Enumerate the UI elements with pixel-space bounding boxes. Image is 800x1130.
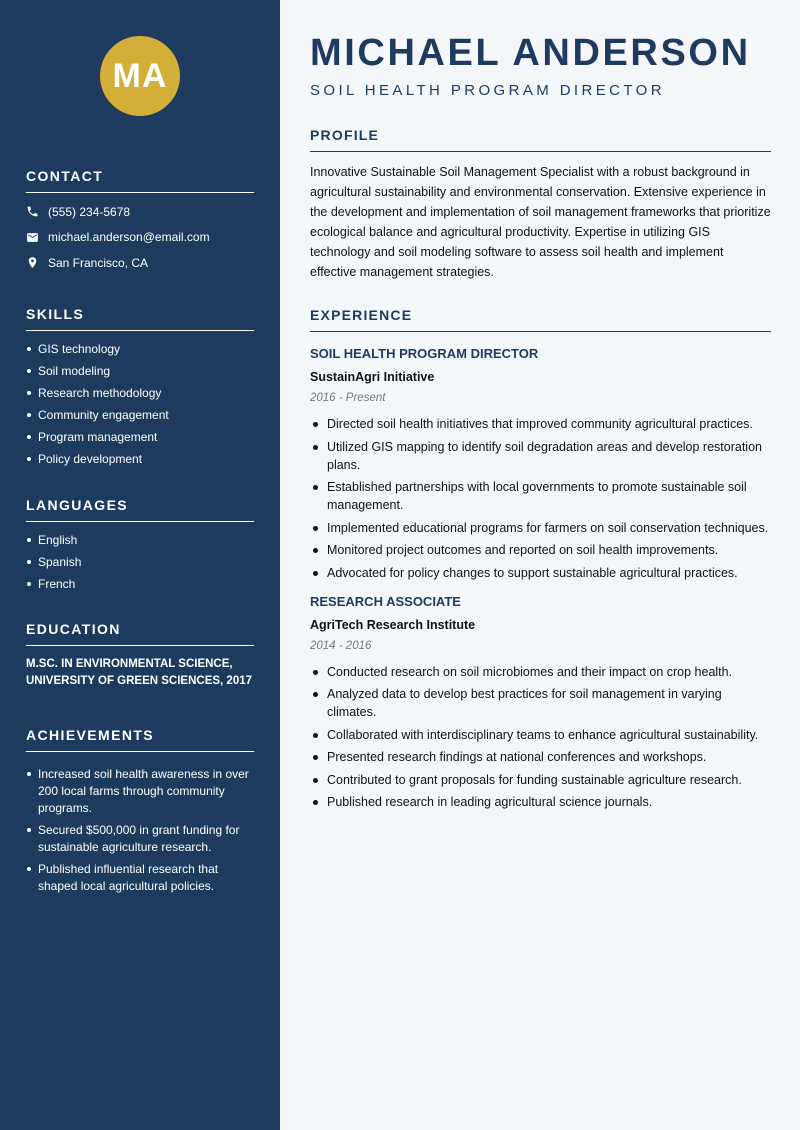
profile-text: Innovative Sustainable Soil Management Specialist with a robust background in agricultural sustainability and environmental conservation. Extensive experience in the development and implementation of soil management frameworks that prioritize ecological balance and agricultural productivity. Expertise in utilizing GIS technology and soil modeling software to assess soil health and implement effective management strategies. [310,165,771,279]
job-title: RESEARCH ASSOCIATE [310,593,461,609]
education-line-1: M.SC. IN ENVIRONMENTAL SCIENCE, [26,658,233,671]
duty-item: Advocated for policy changes to support sustainable agricultural practices. [310,564,771,582]
skill-item: Community engagement [26,407,254,429]
education-degree [26,656,254,690]
email-icon [26,231,39,244]
skill-item: Research methodology [26,385,254,407]
language-item: French [26,576,254,598]
candidate-name: MICHAEL ANDERSON [310,32,751,74]
experience-section [310,307,771,811]
achievements-list [26,766,254,895]
language-item: English [26,532,254,554]
duty-item: Directed soil health initiatives that improved community agricultural practices. [310,415,771,433]
contact-phone [26,199,254,225]
achievement-item: Secured $500,000 in grant funding for sustainable agriculture research. [26,822,254,856]
job-duties [310,415,771,582]
skill-item: Policy development [26,451,254,473]
achievement-item: Increased soil health awareness in over 200 local farms through community programs. [26,766,254,817]
job-dates: 2014 - 2016 [310,639,372,652]
contact-email [26,225,254,251]
contact-section [26,168,254,276]
skill-item: Soil modeling [26,363,254,385]
job-company: SustainAgri Initiative [310,370,435,384]
skill-item: GIS technology [26,341,254,363]
job-duties [310,663,771,812]
job-entry [310,346,771,582]
skills-heading: SKILLS [26,306,254,331]
contact-list [26,199,254,276]
job-entry [310,594,771,812]
email-text: michael.anderson@email.com [48,230,210,245]
job-company: AgriTech Research Institute [310,617,476,632]
main-content [280,0,800,1130]
job-dates: 2016 - Present [310,392,386,404]
duty-item: Analyzed data to develop best practices for soil management in varying climates. [310,685,771,721]
achievements-section [26,727,254,895]
skill-item: Program management [26,429,254,451]
contact-location [26,250,254,276]
candidate-role: SOIL HEALTH PROGRAM DIRECTOR [310,82,665,99]
duty-item: Implemented educational programs for farmers on soil conservation techniques. [310,519,771,537]
languages-heading: LANGUAGES [26,497,254,522]
language-item: Spanish [26,554,254,576]
duty-item: Published research in leading agricultural science journals. [310,793,771,811]
education-line-2: UNIVERSITY OF GREEN SCIENCES, 2017 [26,675,253,688]
languages-list [26,532,254,599]
achievements-heading: ACHIEVEMENTS [26,727,254,752]
phone-icon [26,205,39,218]
contact-heading: CONTACT [26,168,254,193]
skills-list [26,341,254,474]
duty-item: Conducted research on soil microbiomes and their impact on crop health. [310,663,771,681]
location-text: San Francisco, CA [48,255,149,270]
education-section [26,621,254,690]
duty-item: Presented research findings at national conferences and workshops. [310,748,771,766]
avatar: MA [100,36,180,116]
experience-heading: EXPERIENCE [310,307,771,332]
duty-item: Monitored project outcomes and reported on soil health improvements. [310,541,771,559]
duty-item: Contributed to grant proposals for funding sustainable agriculture research. [310,771,771,789]
duty-item: Collaborated with interdisciplinary teams to enhance agricultural sustainability. [310,726,771,744]
phone-text: (555) 234-5678 [48,204,131,219]
location-pin-icon [26,256,39,269]
job-title: SOIL HEALTH PROGRAM DIRECTOR [310,346,539,361]
duty-item: Utilized GIS mapping to identify soil degradation areas and develop restoration plans. [310,438,771,474]
profile-section [310,127,771,282]
sidebar [0,0,280,1130]
achievement-item: Published influential research that shaped local agricultural policies. [26,861,254,895]
profile-heading: PROFILE [310,127,771,152]
education-heading: EDUCATION [26,621,254,646]
skills-section [26,306,254,474]
languages-section [26,497,254,599]
duty-item: Established partnerships with local governments to promote sustainable soil management. [310,478,771,514]
